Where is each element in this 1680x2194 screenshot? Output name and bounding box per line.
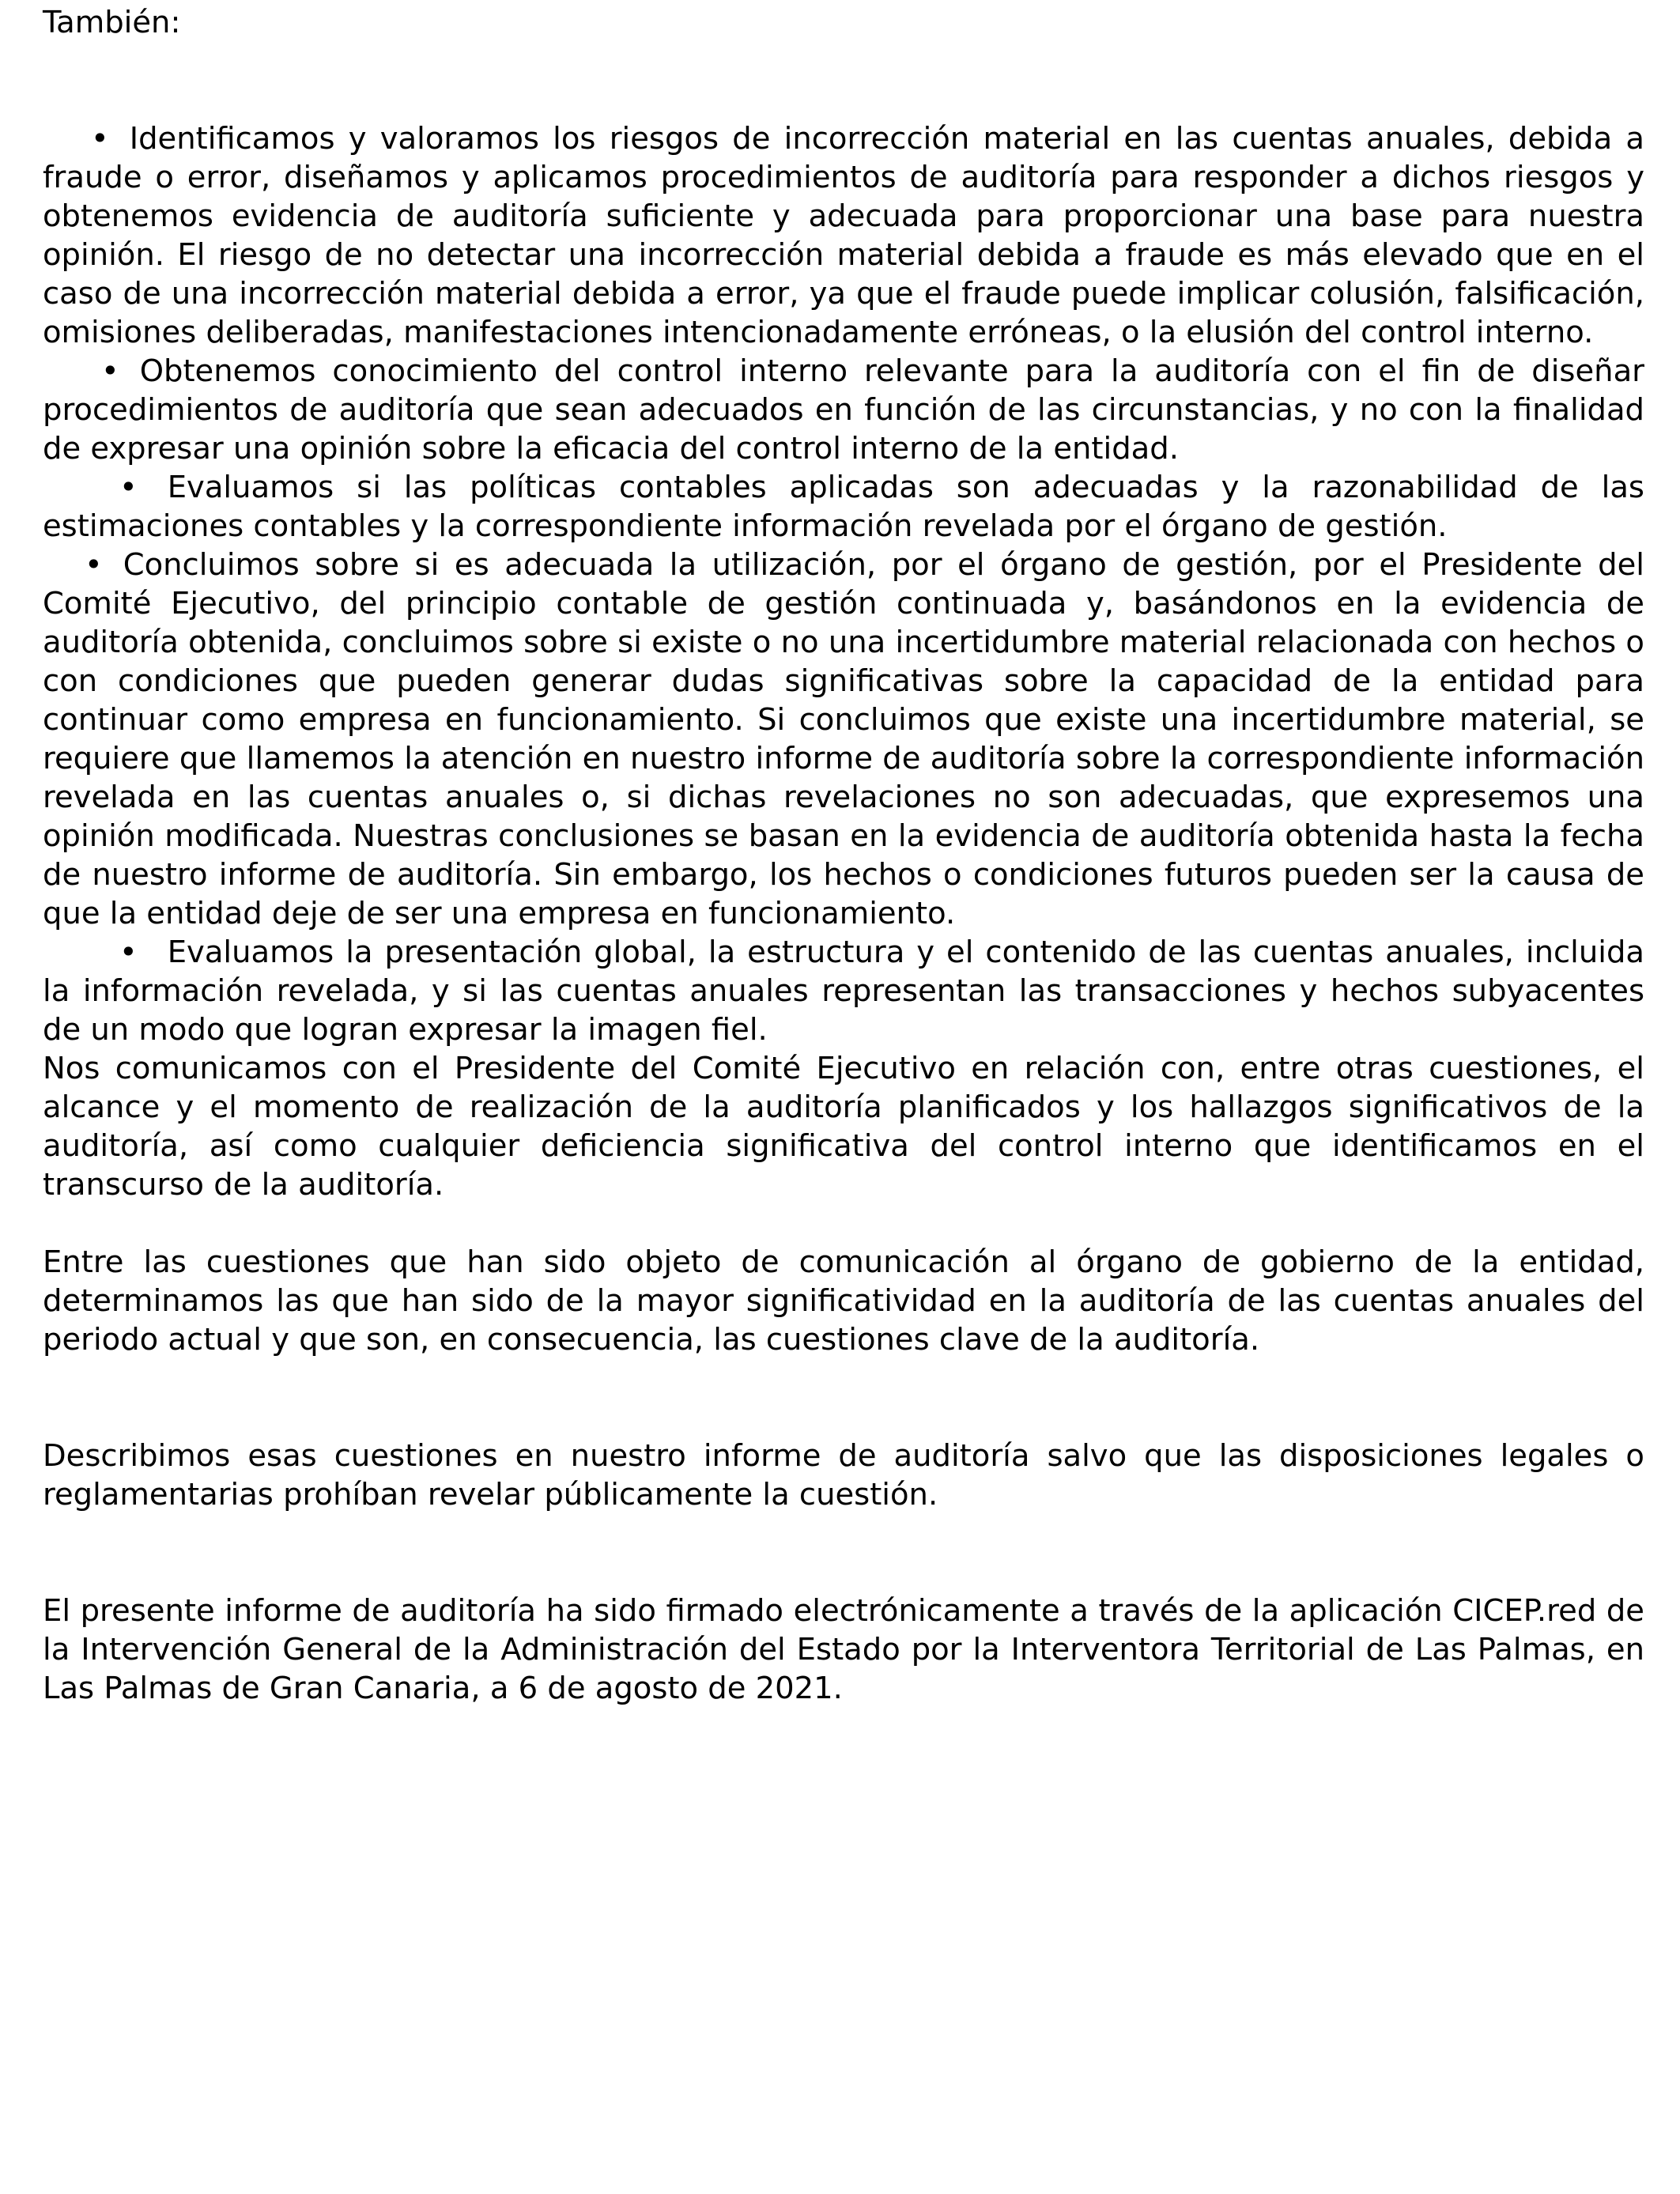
bullet-text: Obtenemos conocimiento del control interno relevante para la auditoría con el fin de diseñar procedimientos de auditoría que sean adecuados en función de las circunstancias, y no con la finalidad de expresar una opinión sobre la eficacia del control interno de la entidad.	[43, 353, 1644, 466]
bullet-marker: •	[101, 353, 119, 389]
intro-heading: También:	[43, 5, 181, 40]
bullet-marker: •	[91, 121, 109, 157]
bullet-marker: •	[85, 547, 103, 583]
bullet-text: Evaluamos si las políticas contables aplicadas son adecuadas y la razonabilidad de las estimaciones contables y la correspondiente información revelada por el órgano de gestión.	[43, 470, 1644, 544]
bullet-item-internal-control	[43, 352, 1644, 468]
bullet-text: Concluimos sobre si es adecuada la utilización, por el órgano de gestión, por el Presidente del Comité Ejecutivo, del principio contable de gestión continuada y, basándonos en la evidencia de auditoría obtenida, concluimos sobre si existe o no una incertidumbre material relacionada con hechos o con condiciones que pueden generar dudas significativas sobre la capacidad de la entidad para continuar como empresa en funcionamiento. Si concluimos que existe una incertidumbre material, se requiere que llamemos la atención en nuestro informe de auditoría sobre la correspondiente información revelada en las cuentas anuales o, si dichas revelaciones no son adecuadas, que expresemos una opinión modificada. Nuestras conclusiones se basan en la evidencia de auditoría obtenida hasta la fecha de nuestro informe de auditoría. Sin embargo, los hechos o condiciones futuros pueden ser la causa de que la entidad deje de ser una empresa en funcionamiento.	[43, 547, 1644, 931]
bullet-item-presentation	[43, 933, 1644, 1049]
description-paragraph: Describimos esas cuestiones en nuestro informe de auditoría salvo que las disposiciones legales o reglamentarias prohíban revelar públicamente la cuestión.	[43, 1438, 1644, 1512]
bullet-item-going-concern	[43, 546, 1644, 933]
signature-paragraph: El presente informe de auditoría ha sido firmado electrónicamente a través de la aplicación CICEP.red de la Intervención General de la Administración del Estado por la Interventora Territorial de Las Palmas, en Las Palmas de Gran Canaria, a 6 de agosto de 2021.	[43, 1593, 1644, 1706]
bullet-marker: •	[119, 470, 138, 505]
bullet-marker: •	[119, 935, 138, 970]
bullet-item-accounting-policies	[43, 468, 1644, 546]
bullet-text: Identificamos y valoramos los riesgos de incorrección material en las cuentas anuales, debida a fraude o error, diseñamos y aplicamos procedimientos de auditoría para responder a dichos riesgos y obtenemos evidencia de auditoría suficiente y adecuada para proporcionar una base para nuestra opinión. El riesgo de no detectar una incorrección material debida a fraude es más elevado que en el caso de una incorrección material debida a error, ya que el fraude puede implicar colusión, falsificación, omisiones deliberadas, manifestaciones intencionadamente erróneas, o la elusión del control interno.	[43, 121, 1644, 350]
bullet-text: Evaluamos la presentación global, la estructura y el contenido de las cuentas anuales, incluida la información revelada, y si las cuentas anuales representan las transacciones y hechos subyacentes de un modo que logran expresar la imagen fiel.	[43, 935, 1644, 1048]
bullet-item-risks	[43, 119, 1644, 352]
key-matters-paragraph: Entre las cuestiones que han sido objeto de comunicación al órgano de gobierno de la entidad, determinamos las que han sido de la mayor significatividad en la auditoría de las cuentas anuales del periodo actual y que son, en consecuencia, las cuestiones clave de la auditoría.	[43, 1244, 1644, 1358]
communication-paragraph: Nos comunicamos con el Presidente del Comité Ejecutivo en relación con, entre otras cuestiones, el alcance y el momento de realización de la auditoría planificados y los hallazgos significativos de la auditoría, así como cualquier deficiencia significativa del control interno que identificamos en el transcurso de la auditoría.	[43, 1051, 1644, 1203]
document-page	[43, 3, 1644, 1708]
